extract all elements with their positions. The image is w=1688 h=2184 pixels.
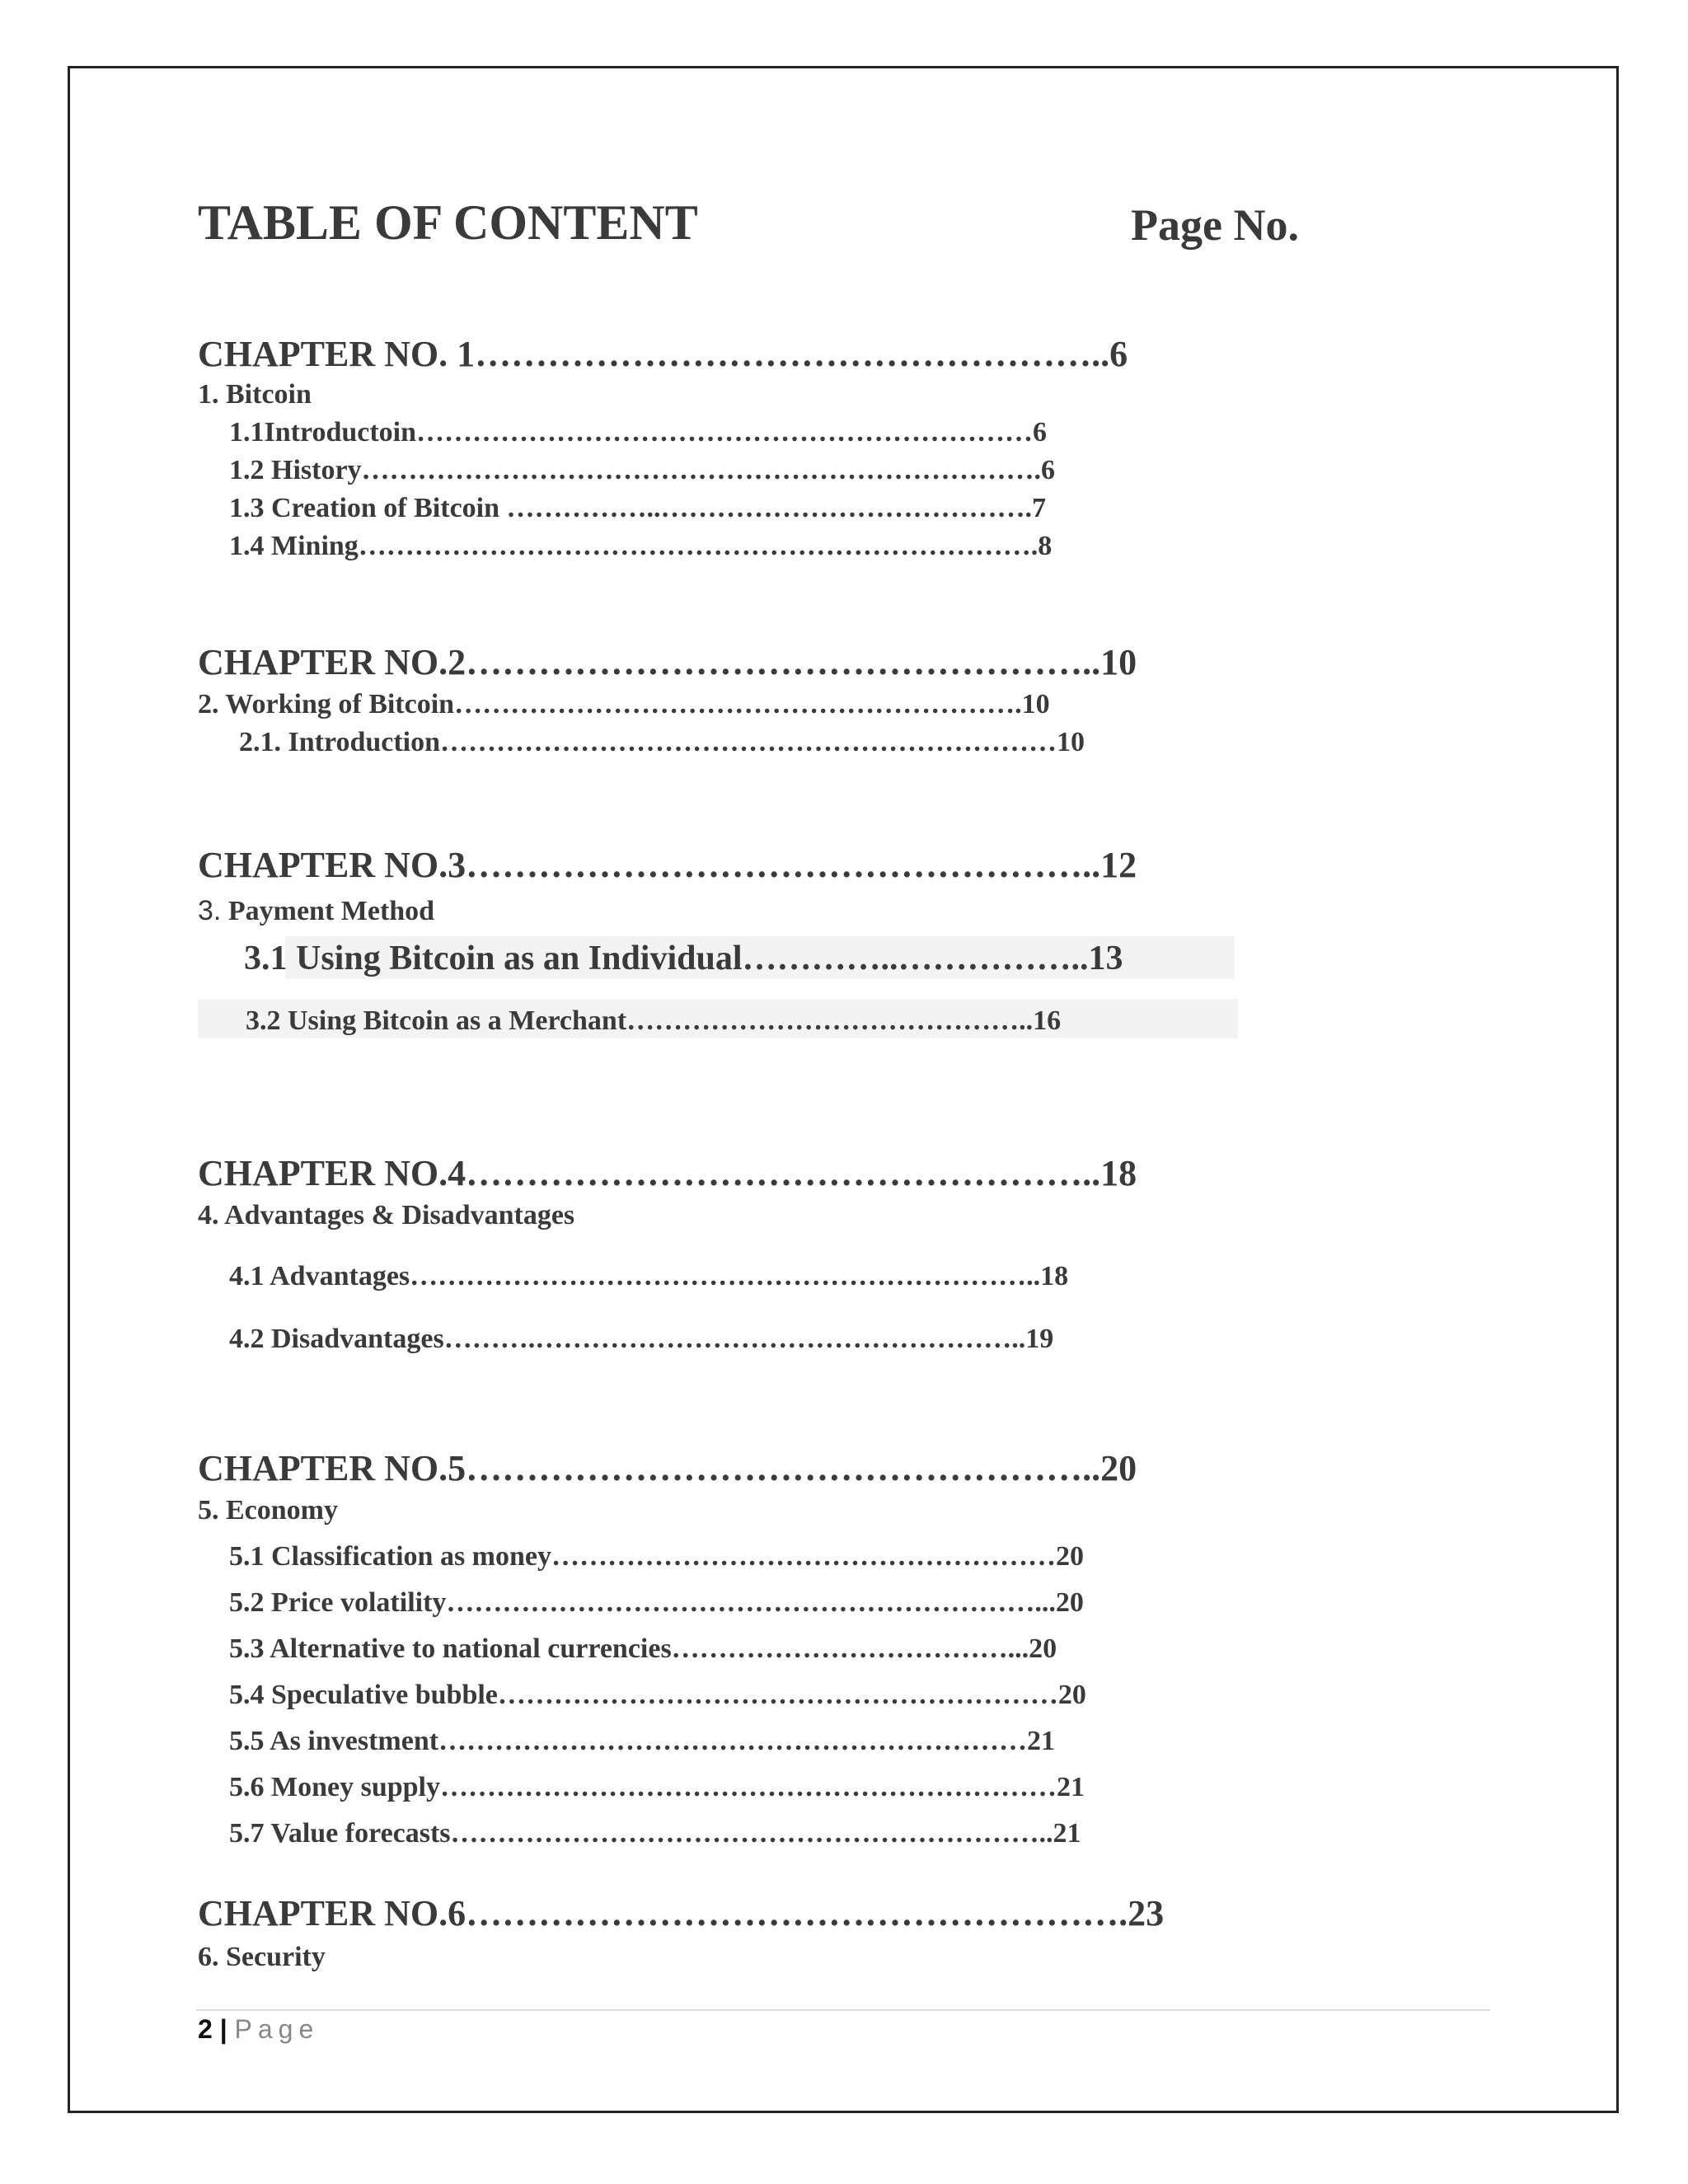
page-footer (198, 2016, 319, 2042)
toc-item-1-2[interactable]: 1.2 History……………………………………………………………….6 (229, 455, 1056, 485)
section-5-title: 5. Economy (198, 1495, 338, 1526)
toc-item-2-1[interactable]: 2.1. Introduction…………………………………………………………10 (239, 727, 1085, 757)
toc-item-5-4[interactable]: 5.4 Speculative bubble……………………………………………………20 (229, 1680, 1086, 1710)
chapter-5-entry[interactable]: CHAPTER NO.5……………………………………………..20 (198, 1448, 1137, 1488)
section-3-number: 3. (198, 895, 222, 926)
footer-page-label: Page (234, 2014, 320, 2044)
page-no-header: Page No. (1131, 200, 1299, 250)
toc-item-5-1[interactable]: 5.1 Classification as money………………………………………………20 (229, 1541, 1084, 1572)
section-4-title: 4. Advantages & Disadvantages (198, 1200, 575, 1230)
chapter-1-entry[interactable]: CHAPTER NO. 1……………………………………………..6 (198, 334, 1128, 374)
chapter-3-entry[interactable]: CHAPTER NO.3……………………………………………..12 (198, 845, 1137, 885)
footer-separator: | (219, 2014, 227, 2044)
section-3-text: Payment Method (227, 896, 435, 926)
chapter-4-entry[interactable]: CHAPTER NO.4……………………………………………..18 (198, 1153, 1137, 1193)
footer-rule (196, 2009, 1490, 2011)
toc-item-3-1[interactable]: 3.1 Using Bitcoin as an Individual…………..……………..13 (244, 940, 1123, 977)
toc-item-5-5[interactable]: 5.5 As investment………………………………………………………21 (229, 1726, 1056, 1756)
footer-page-number: 2 (198, 2014, 213, 2044)
toc-item-5-3[interactable]: 5.3 Alternative to national currencies………………………………...20 (229, 1633, 1057, 1664)
toc-item-1-3[interactable]: 1.3 Creation of Bitcoin ……………..………………………………….7 (229, 493, 1047, 523)
toc-item-5-2[interactable]: 5.2 Price volatility………………………………………………………...20 (229, 1587, 1084, 1618)
toc-item-1-4[interactable]: 1.4 Mining……………………………………………………………….8 (229, 531, 1053, 561)
toc-item-4-2[interactable]: 4.2 Disadvantages……….……………………………………………..19 (229, 1324, 1054, 1354)
chapter-2-entry[interactable]: CHAPTER NO.2……………………………………………..10 (198, 642, 1137, 682)
section-2-entry[interactable]: 2. Working of Bitcoin…………………………………………………….10 (198, 689, 1050, 719)
toc-title: TABLE OF CONTENT (198, 195, 698, 250)
section-3-title (198, 897, 434, 926)
toc-item-4-1[interactable]: 4.1 Advantages…………………………………………………………..18 (229, 1261, 1069, 1291)
toc-item-5-7[interactable]: 5.7 Value forecasts………………………………………………………..21 (229, 1818, 1081, 1849)
toc-item-1-1[interactable]: 1.1Introductoin…………………………………………………………6 (229, 417, 1048, 448)
section-1-title: 1. Bitcoin (198, 379, 312, 410)
toc-item-5-6[interactable]: 5.6 Money supply…………………………………………………………21 (229, 1772, 1085, 1802)
section-6-title: 6. Security (198, 1942, 326, 1972)
chapter-6-entry[interactable]: CHAPTER NO.6……………………………………………….23 (198, 1893, 1165, 1933)
toc-item-3-2[interactable]: 3.2 Using Bitcoin as a Merchant……………………………………..16 (246, 1005, 1062, 1036)
